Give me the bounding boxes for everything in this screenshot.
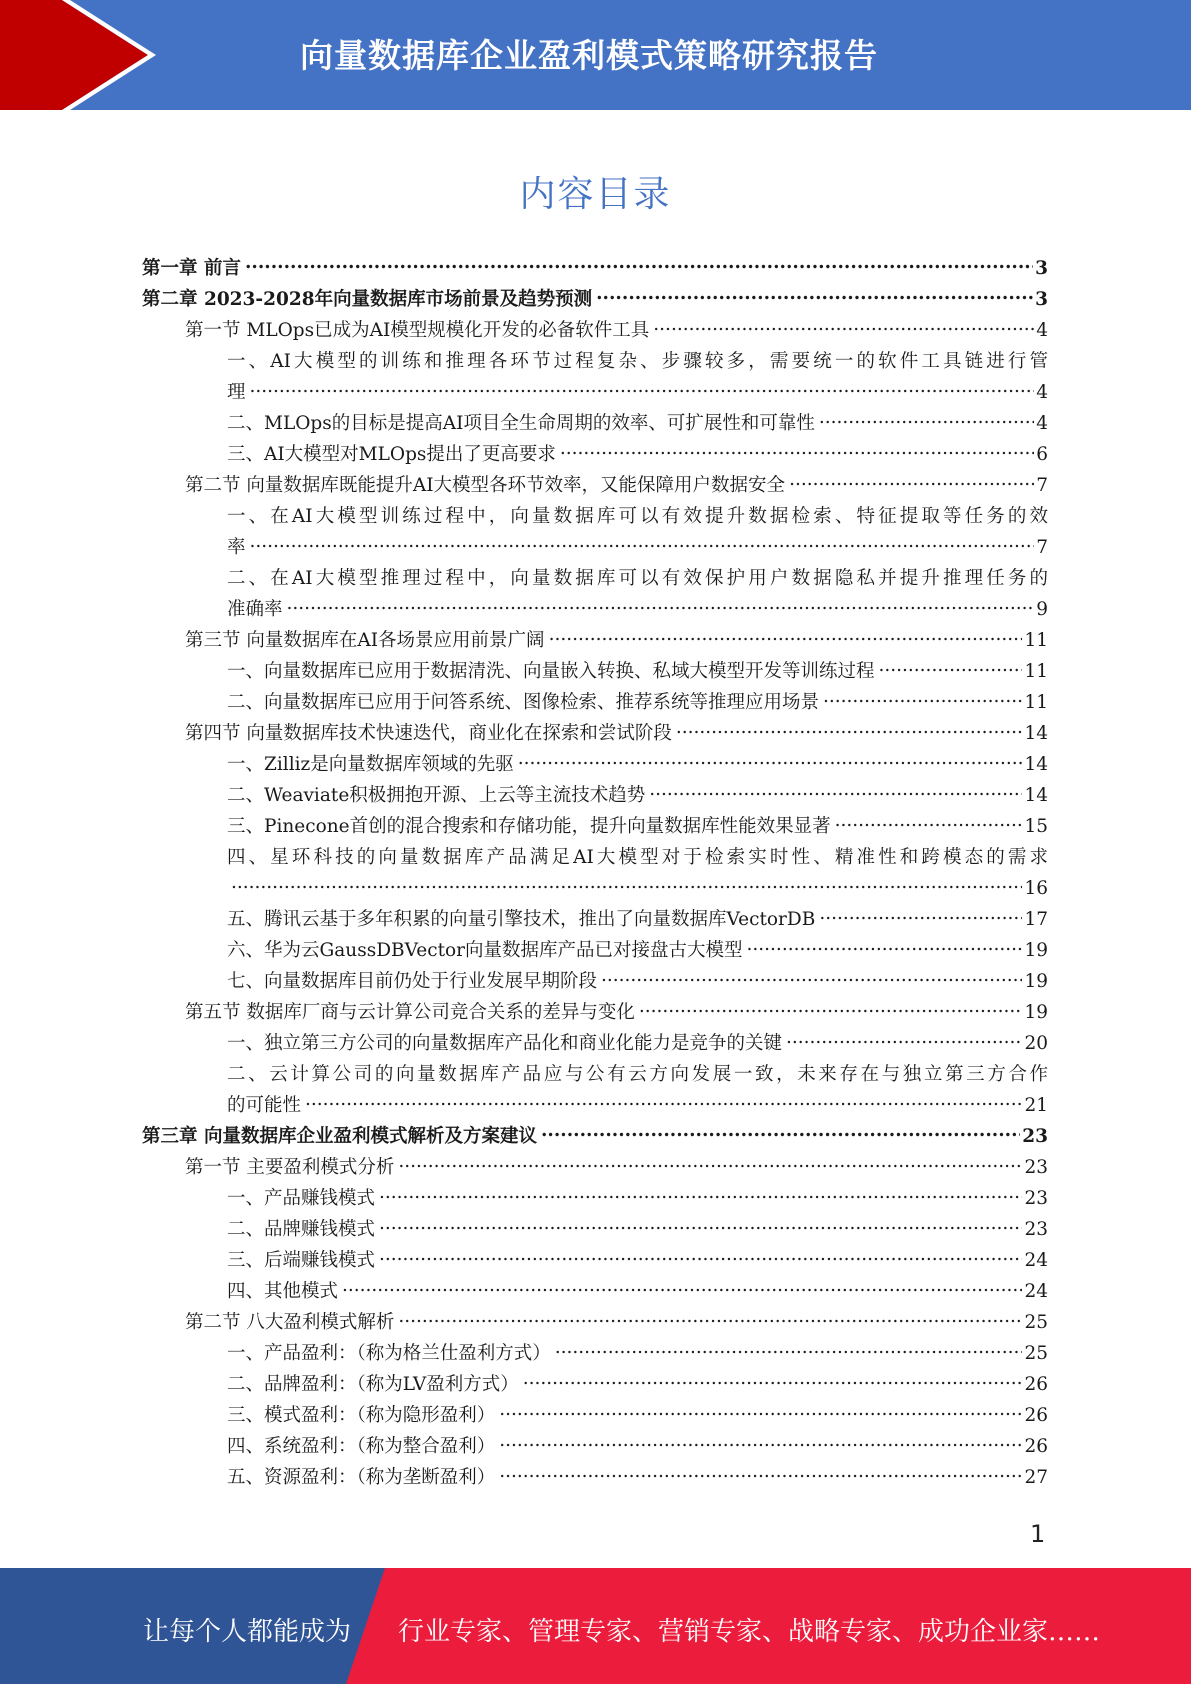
- toc-entry-title: 第二节 向量数据库既能提升AI大模型各环节效率，又能保障用户数据安全: [185, 475, 786, 496]
- toc-entry-title: 二、在AI大模型推理过程中，向量数据库可以有效保护用户数据隐私并提升推理任务的: [227, 568, 1048, 589]
- toc-page-number: 25: [1024, 1312, 1048, 1333]
- toc-leader-dots: [596, 287, 1033, 306]
- toc-leader-dots: [786, 1031, 1022, 1050]
- toc-entry[interactable]: [142, 253, 1048, 284]
- toc-entry-title: 三、Pinecone首创的混合搜索和存储功能，提升向量数据库性能效果显著: [227, 816, 831, 837]
- toc-page-number: 23: [1024, 1188, 1048, 1209]
- toc-leader-dots: [379, 1248, 1022, 1267]
- toc-entry-continuation[interactable]: [142, 377, 1048, 408]
- toc-page-number: 23: [1022, 1126, 1048, 1147]
- toc-entry-title: 第一节 主要盈利模式分析: [185, 1157, 395, 1178]
- toc-page-number: 4: [1036, 413, 1048, 434]
- toc-page-number: 16: [1024, 878, 1048, 899]
- toc-page-number: 19: [1024, 940, 1048, 961]
- toc-page-number: 19: [1024, 971, 1048, 992]
- toc-entry-title: 二、品牌盈利：（称为LV盈利方式）: [227, 1374, 519, 1395]
- toc-entry[interactable]: [142, 1152, 1048, 1183]
- toc-page-number: 21: [1024, 1095, 1048, 1116]
- toc-entry[interactable]: [142, 997, 1048, 1028]
- toc-entry[interactable]: [142, 1245, 1048, 1276]
- toc-page-number: 23: [1024, 1219, 1048, 1240]
- toc-entry-title: 第一章 前言: [142, 258, 241, 279]
- toc-page-number: 17: [1024, 909, 1048, 930]
- toc-entry[interactable]: [142, 439, 1048, 470]
- toc-entry-title: 一、AI大模型的训练和推理各环节过程复杂、步骤较多，需要统一的软件工具链进行管: [227, 351, 1048, 372]
- toc-page-number: 23: [1024, 1157, 1048, 1178]
- toc-leader-dots: [499, 1434, 1022, 1453]
- toc-leader-dots: [549, 628, 1023, 647]
- toc-entry[interactable]: [142, 408, 1048, 439]
- toc-entry-title: 五、资源盈利：（称为垄断盈利）: [227, 1467, 496, 1488]
- toc-page-number: 9: [1036, 599, 1048, 620]
- toc-entry[interactable]: [142, 1183, 1048, 1214]
- toc-entry[interactable]: [142, 780, 1048, 811]
- toc-leader-dots: [653, 318, 1034, 337]
- toc-entry[interactable]: [142, 1462, 1048, 1493]
- toc-entry-continuation[interactable]: [142, 1090, 1048, 1121]
- toc-entry-title: 二、云计算公司的向量数据库产品应与公有云方向发展一致，未来存在与独立第三方合作: [227, 1064, 1048, 1085]
- toc-entry-title: 第四节 向量数据库技术快速迭代，商业化在探索和尝试阶段: [185, 723, 672, 744]
- toc-leader-dots: [398, 1155, 1022, 1174]
- toc-entry[interactable]: [142, 1121, 1048, 1152]
- toc-entry-title: 七、向量数据库目前仍处于行业发展早期阶段: [227, 971, 598, 992]
- toc-entry[interactable]: [142, 315, 1048, 346]
- toc-entry-title-cont: 率: [227, 537, 246, 558]
- toc-leader-dots: [819, 411, 1034, 430]
- toc-page-number: 26: [1024, 1405, 1048, 1426]
- toc-entry-title-cont: 准确率: [227, 599, 283, 620]
- toc-entry-title: 一、向量数据库已应用于数据清洗、向量嵌入转换、私域大模型开发等训练过程: [227, 661, 875, 682]
- toc-entry-title: 四、星环科技的向量数据库产品满足AI大模型对于检索实时性、精准性和跨模态的需求: [227, 847, 1048, 868]
- toc-leader-dots: [518, 752, 1023, 771]
- toc-entry[interactable]: [142, 1276, 1048, 1307]
- toc-entry-title: 三、AI大模型对MLOps提出了更高要求: [227, 444, 556, 465]
- toc-page-number: 11: [1024, 630, 1048, 651]
- toc-entry-title: 三、后端赚钱模式: [227, 1250, 376, 1271]
- toc-leader-dots: [560, 442, 1034, 461]
- toc-entry[interactable]: [142, 966, 1048, 997]
- toc-heading: 内容目录: [519, 174, 672, 215]
- header-banner: [0, 0, 1191, 110]
- toc-entry-title: 一、产品赚钱模式: [227, 1188, 376, 1209]
- toc-entry[interactable]: [142, 749, 1048, 780]
- toc-leader-dots: [879, 659, 1023, 678]
- toc-page-number: 25: [1024, 1343, 1048, 1364]
- toc-entry[interactable]: [142, 1431, 1048, 1462]
- toc-leader-dots: [245, 256, 1033, 275]
- toc-page-number: 19: [1024, 1002, 1048, 1023]
- toc-entry[interactable]: [142, 718, 1048, 749]
- toc-entry-title: 二、向量数据库已应用于问答系统、图像检索、推荐系统等推理应用场景: [227, 692, 820, 713]
- toc-entry-title: 六、华为云GaussDBVector向量数据库产品已对接盘古大模型: [227, 940, 743, 961]
- toc-leader-dots: [342, 1279, 1022, 1298]
- toc-leader-dots: [747, 938, 1023, 957]
- toc-entry-title: 第五节 数据库厂商与云计算公司竞合关系的差异与变化: [185, 1002, 635, 1023]
- toc-entry[interactable]: [142, 811, 1048, 842]
- toc-leader-dots: [789, 473, 1034, 492]
- toc-entry-title: 一、产品盈利：（称为格兰仕盈利方式）: [227, 1343, 551, 1364]
- toc-page-number: 4: [1036, 320, 1048, 341]
- toc-entry[interactable]: [142, 1028, 1048, 1059]
- toc-leader-dots: [499, 1465, 1022, 1484]
- toc-entry-title: 五、腾讯云基于多年积累的向量引擎技术，推出了向量数据库VectorDB: [227, 909, 816, 930]
- toc-leader-dots: [287, 597, 1035, 616]
- toc-leader-dots: [676, 721, 1023, 740]
- toc-entry-title: 四、其他模式: [227, 1281, 339, 1302]
- footer-banner: [0, 1568, 1191, 1684]
- footer-slogan-left: 让每个人都能成为: [143, 1617, 352, 1647]
- toc-leader-dots: [649, 783, 1022, 802]
- toc-entry[interactable]: [142, 1369, 1048, 1400]
- toc-page-number: 27: [1024, 1467, 1048, 1488]
- toc-leader-dots: [523, 1372, 1023, 1391]
- toc-leader-dots: [398, 1310, 1022, 1329]
- toc-entry-title: 二、Weaviate积极拥抱开源、上云等主流技术趋势: [227, 785, 646, 806]
- toc-page-number: 11: [1024, 692, 1048, 713]
- toc-page-number: 6: [1036, 444, 1048, 465]
- toc-page-number: 20: [1024, 1033, 1048, 1054]
- toc-leader-dots: [499, 1403, 1022, 1422]
- toc-leader-dots: [231, 876, 1022, 895]
- toc-page-number: 24: [1024, 1250, 1048, 1271]
- toc-leader-dots: [819, 907, 1022, 926]
- toc-leader-dots: [379, 1186, 1022, 1205]
- toc-entry[interactable]: [142, 470, 1048, 501]
- toc-entry-title: 二、品牌赚钱模式: [227, 1219, 376, 1240]
- toc-leader-dots: [639, 1000, 1023, 1019]
- toc-page-number: 3: [1035, 258, 1048, 279]
- toc-entry[interactable]: [142, 687, 1048, 718]
- toc-entry-title-cont: 理: [227, 382, 246, 403]
- toc-entry[interactable]: [142, 1400, 1048, 1431]
- toc-entry-continuation[interactable]: [142, 873, 1048, 904]
- toc-page-number: 4: [1036, 382, 1048, 403]
- toc-entry-title: 二、MLOps的目标是提高AI项目全生命周期的效率、可扩展性和可靠性: [227, 413, 815, 434]
- toc-leader-dots: [379, 1217, 1022, 1236]
- toc-entry[interactable]: [142, 346, 1048, 377]
- toc-entry[interactable]: [142, 842, 1048, 873]
- toc-leader-dots: [541, 1124, 1020, 1143]
- toc-leader-dots: [601, 969, 1022, 988]
- toc-entry[interactable]: [142, 625, 1048, 656]
- toc-leader-dots: [555, 1341, 1023, 1360]
- toc-page-number: 24: [1024, 1281, 1048, 1302]
- toc-entry[interactable]: [142, 904, 1048, 935]
- toc-entry[interactable]: [142, 1338, 1048, 1369]
- toc-page-number: 3: [1035, 289, 1048, 310]
- toc-entry-title-cont: 的可能性: [227, 1095, 302, 1116]
- toc-leader-dots: [305, 1093, 1022, 1112]
- toc-entry-title: 第二章 2023-2028年向量数据库市场前景及趋势预测: [142, 289, 593, 310]
- toc-page-number: 15: [1024, 816, 1048, 837]
- toc-entry[interactable]: [142, 501, 1048, 532]
- report-title: 向量数据库企业盈利模式策略研究报告: [300, 36, 878, 75]
- toc-entry[interactable]: [142, 935, 1048, 966]
- toc-entry[interactable]: [142, 1307, 1048, 1338]
- toc-entry[interactable]: [142, 284, 1048, 315]
- toc-page-number: 7: [1036, 537, 1048, 558]
- toc-page-number: 14: [1024, 785, 1048, 806]
- toc-entry-title: 一、独立第三方公司的向量数据库产品化和商业化能力是竞争的关键: [227, 1033, 783, 1054]
- toc-page-number: 11: [1024, 661, 1048, 682]
- toc-page-number: 7: [1036, 475, 1048, 496]
- toc-leader-dots: [250, 380, 1035, 399]
- toc-entry-title: 一、Zilliz是向量数据库领域的先驱: [227, 754, 514, 775]
- toc-leader-dots: [250, 535, 1035, 554]
- toc-page-number: 14: [1024, 723, 1048, 744]
- toc-entry-title: 四、系统盈利：（称为整合盈利）: [227, 1436, 496, 1457]
- table-of-contents: [142, 253, 1048, 1493]
- toc-entry-title: 一、在AI大模型训练过程中，向量数据库可以有效提升数据检索、特征提取等任务的效: [227, 506, 1048, 527]
- toc-entry[interactable]: [142, 563, 1048, 594]
- toc-entry-title: 第三章 向量数据库企业盈利模式解析及方案建议: [142, 1126, 537, 1147]
- toc-page-number: 26: [1024, 1374, 1048, 1395]
- toc-entry[interactable]: [142, 1059, 1048, 1090]
- toc-entry-title: 三、模式盈利：（称为隐形盈利）: [227, 1405, 496, 1426]
- toc-entry-title: 第一节 MLOps已成为AI模型规模化开发的必备软件工具: [185, 320, 650, 341]
- page-number: 1: [1030, 1520, 1046, 1548]
- footer-slogan-right: 行业专家、管理专家、营销专家、战略专家、成功企业家……: [398, 1617, 1101, 1647]
- toc-entry[interactable]: [142, 1214, 1048, 1245]
- toc-entry[interactable]: [142, 656, 1048, 687]
- toc-leader-dots: [823, 690, 1022, 709]
- toc-entry-title: 第三节 向量数据库在AI各场景应用前景广阔: [185, 630, 545, 651]
- toc-leader-dots: [835, 814, 1023, 833]
- toc-entry-continuation[interactable]: [142, 532, 1048, 563]
- toc-page-number: 14: [1024, 754, 1048, 775]
- toc-entry-title: 第二节 八大盈利模式解析: [185, 1312, 395, 1333]
- toc-page-number: 26: [1024, 1436, 1048, 1457]
- toc-entry-continuation[interactable]: [142, 594, 1048, 625]
